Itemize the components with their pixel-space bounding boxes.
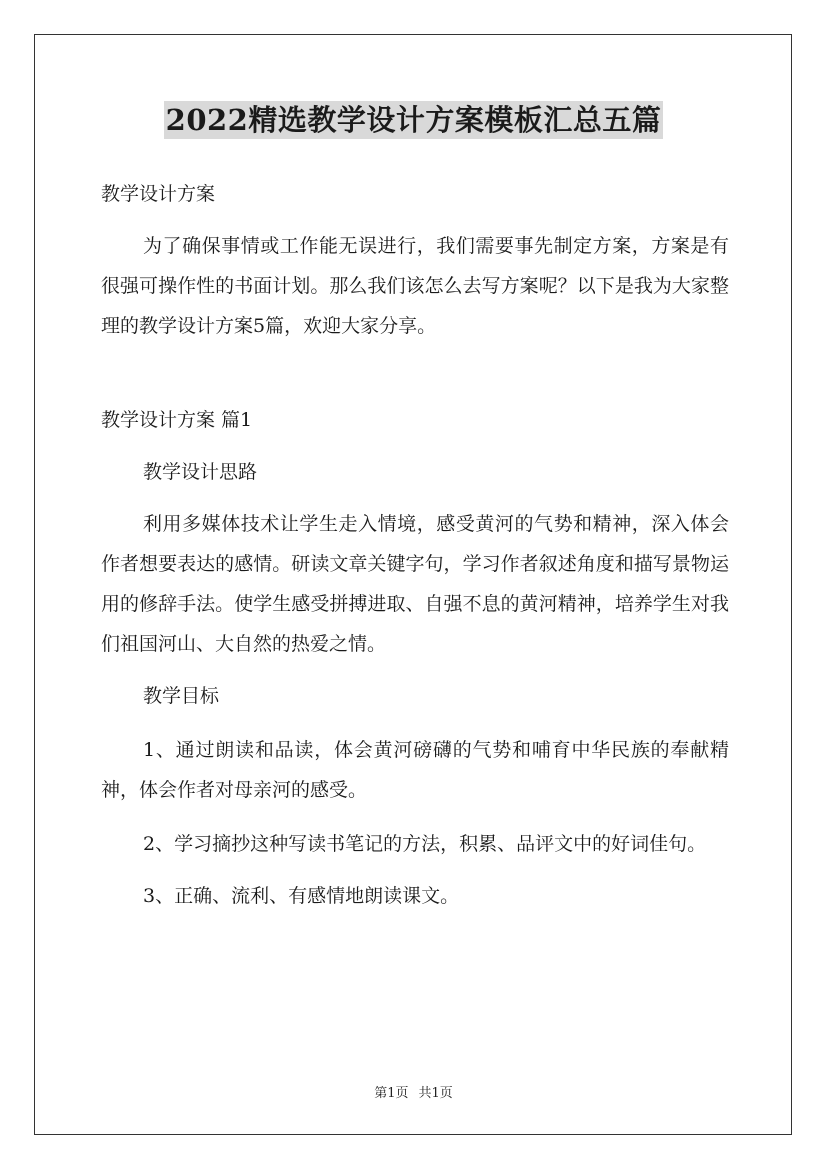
goals-heading: 教学目标 <box>143 685 220 707</box>
page-total: 共1页 <box>418 1086 453 1101</box>
page-number: 第1页 <box>374 1086 409 1101</box>
page-footer <box>0 1082 827 1101</box>
goal-item: 3、正确、流利、有感情地朗读课文。 <box>143 885 460 907</box>
goal-item: 1、通过朗读和品读，体会黄河磅礴的气势和哺育中华民族的奉献精神，体会作者对母亲河的感受。 <box>101 739 729 801</box>
intro-paragraph: 为了确保事情或工作能无误进行，我们需要事先制定方案，方案是有很强可操作性的书面计划。那么我们该怎么去写方案呢？以下是我为大家整理的教学设计方案5篇，欢迎大家分享。 <box>101 235 729 337</box>
section1-heading: 教学设计方案 篇1 <box>101 409 253 431</box>
goal-item: 2、学习摘抄这种写读书笔记的方法，积累、品评文中的好词佳句。 <box>143 833 707 855</box>
document-title <box>0 100 827 140</box>
idea-heading: 教学设计思路 <box>143 461 258 483</box>
document-body <box>101 174 729 916</box>
intro-heading: 教学设计方案 <box>101 183 216 205</box>
idea-paragraph: 利用多媒体技术让学生走入情境，感受黄河的气势和精神，深入体会作者想要表达的感情。研读文章关键字句，学习作者叙述角度和描写景物运用的修辞手法。使学生感受拼搏进取、自强不息的黄河精神，培养学生对我们祖国河山、大自然的热爱之情。 <box>101 513 729 655</box>
document-title-text: 2022精选教学设计方案模板汇总五篇 <box>165 103 662 137</box>
